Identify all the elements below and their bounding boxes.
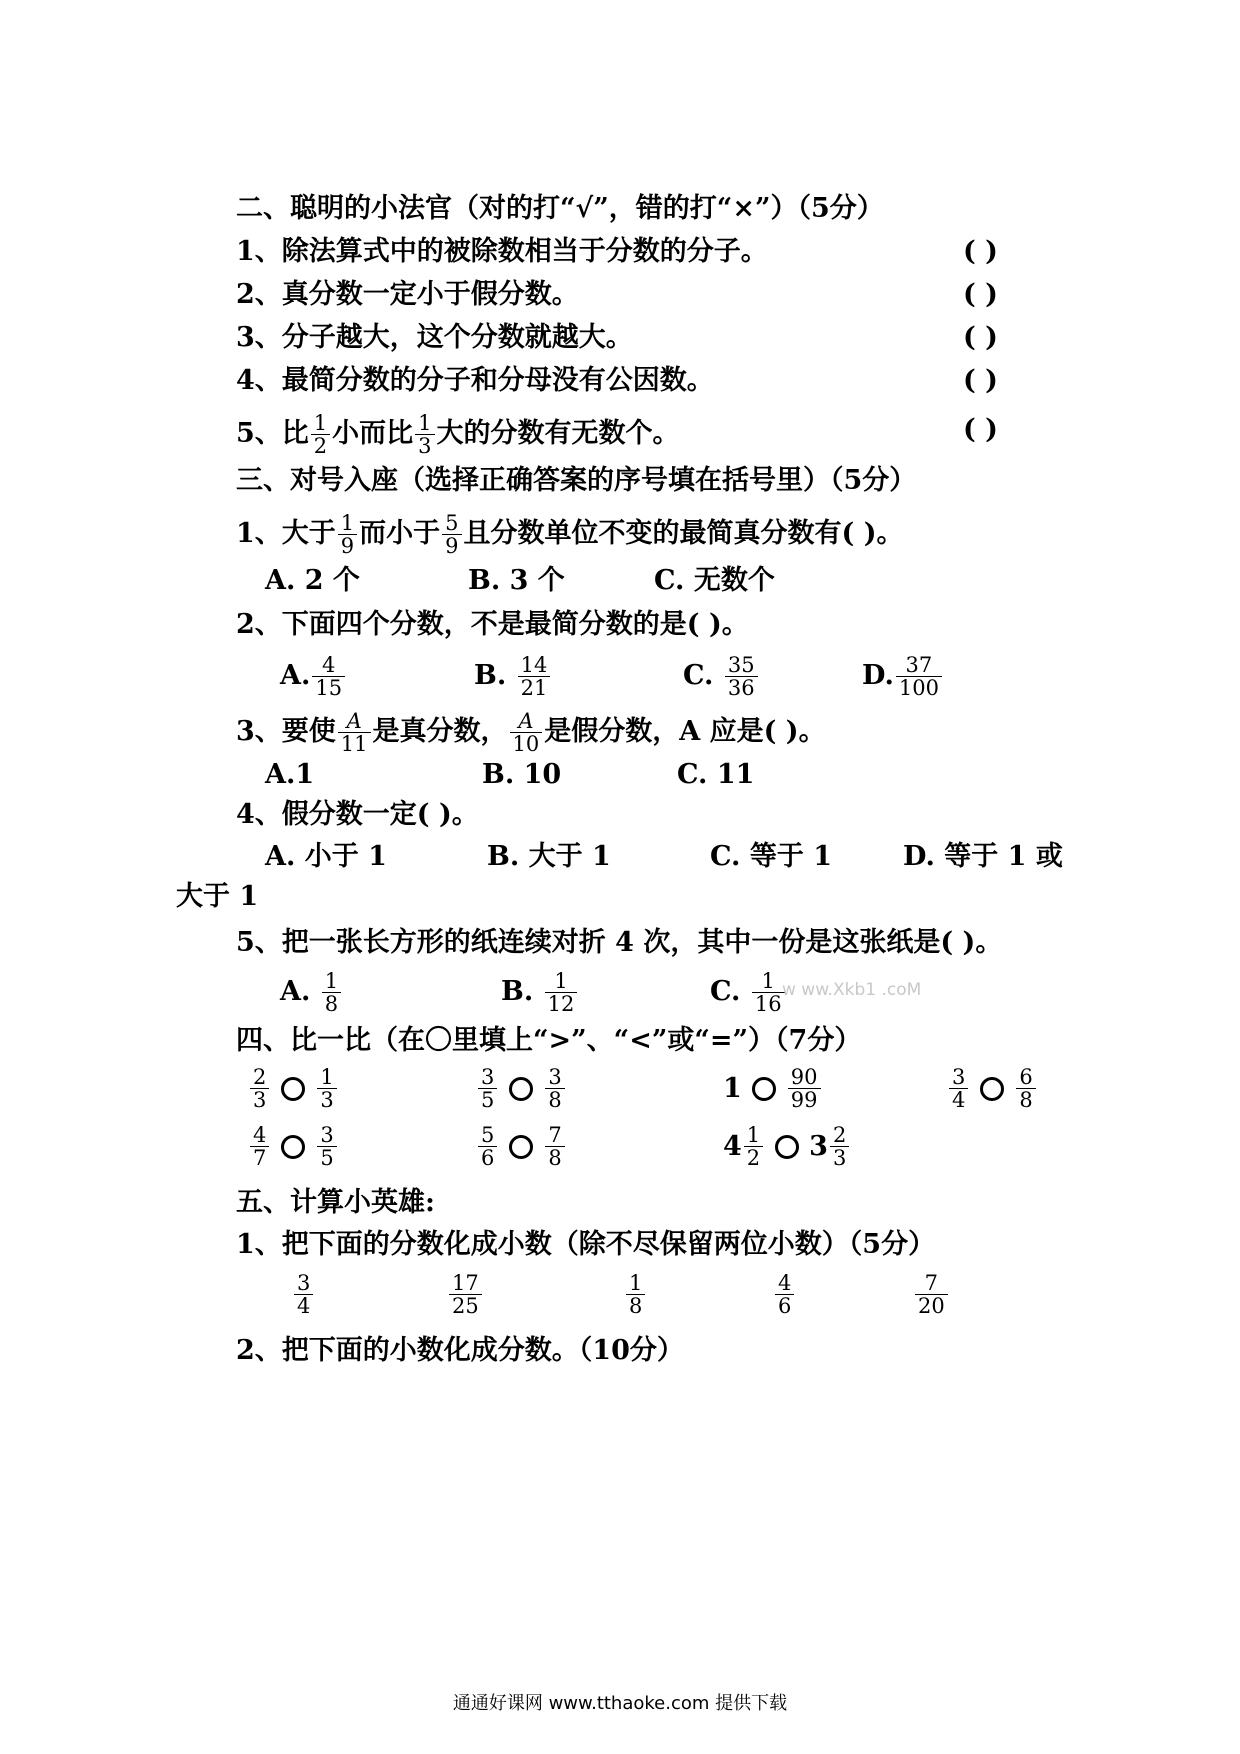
section3-title: 三、对号入座（选择正确答案的序号填在括号里）（5分） [236,465,917,496]
denominator: 15 [312,676,345,699]
denominator: 8 [626,1294,645,1317]
fraction [338,512,357,557]
denominator: 8 [545,1146,564,1169]
denominator: 8 [322,992,341,1015]
compare-circle[interactable] [509,1077,533,1101]
fraction [442,512,461,557]
s3-q1 [236,512,904,557]
numerator: 1 [746,1123,761,1147]
fraction [510,710,543,755]
denominator: 3 [415,434,434,457]
fraction [322,970,341,1015]
denominator: 4 [949,1088,968,1111]
numerator: 37 [905,653,933,677]
denominator: 36 [725,676,758,699]
numerator: 14 [520,653,548,677]
fraction [294,1272,313,1317]
fraction [915,1272,948,1317]
denominator: 16 [752,992,785,1015]
fraction [626,1272,645,1317]
numerator: 4 [778,1271,792,1295]
denominator: 99 [788,1088,821,1111]
denominator: 6 [478,1146,497,1169]
q3-option-c[interactable]: C. 11 [677,759,755,790]
section2-title: 二、聪明的小法官（对的打“√”，错的打“×”）（5分） [236,193,884,224]
s5-q2: 2、把下面的小数化成分数。（10分） [236,1335,684,1366]
compare-circle[interactable] [281,1135,305,1159]
denominator: 9 [442,534,461,557]
fraction [317,1066,336,1111]
s3-q4: 4、假分数一定( )。 [236,799,479,830]
numerator: 1 [418,411,432,435]
numerator: 3 [297,1271,311,1295]
fraction [415,412,434,457]
numerator: 1 [340,511,355,535]
fraction [338,710,371,755]
denominator: 3 [250,1088,269,1111]
denominator: 100 [896,676,942,699]
mixed-number [809,1124,851,1169]
q2-option-c[interactable] [683,654,760,699]
fraction [744,1124,763,1169]
numerator: 4 [253,1123,267,1147]
numerator: 6 [1019,1065,1033,1089]
fraction [1016,1066,1035,1111]
denominator: 9 [338,534,357,557]
fraction [478,1124,497,1169]
section5-title: 五、计算小英雄: [236,1187,435,1218]
numerator: 3 [952,1065,966,1089]
compare-item [248,1124,339,1169]
whole-number: 4 [723,1131,742,1162]
q4-option-a[interactable]: A. 小于 1 [265,841,387,872]
answer-paren-4[interactable]: ( ) [963,365,998,396]
q2-option-d[interactable] [862,654,944,699]
option-letter: A. [280,976,311,1007]
numerator: 1 [761,969,775,993]
answer-paren-2[interactable]: ( ) [963,279,998,310]
option-letter: B. [501,976,534,1007]
q3-mid: 是真分数， [372,716,508,747]
denominator: 12 [545,992,578,1015]
compare-item [248,1066,339,1111]
numerator: 7 [924,1271,939,1295]
fraction [250,1066,269,1111]
fraction [545,1124,564,1169]
denominator: 11 [338,732,371,755]
q4-option-b[interactable]: B. 大于 1 [487,841,611,872]
fraction [725,654,758,699]
numerator: 3 [481,1065,495,1089]
s2-item-3: 3、分子越大，这个分数就越大。 [236,322,633,353]
q5-option-b[interactable] [501,970,579,1015]
q1-post: 且分数单位不变的最简真分数有( )。 [463,518,904,549]
mixed-number [723,1124,765,1169]
numerator: 2 [832,1123,847,1147]
denominator: 8 [1016,1088,1035,1111]
compare-circle[interactable] [980,1077,1004,1101]
fraction [788,1066,821,1111]
option-letter: C. [710,976,741,1007]
denominator: 20 [915,1294,948,1317]
s2-item-2: 2、真分数一定小于假分数。 [236,279,579,310]
q2-option-b[interactable] [474,654,552,699]
denominator: 2 [311,434,330,457]
q1-pre: 1、大于 [236,518,336,549]
numerator: 1 [629,1271,643,1295]
fraction [317,1124,336,1169]
s3-q5: 5、把一张长方形的纸连续对折 4 次，其中一份是这张纸是( )。 [236,927,1003,958]
s2-item5-pre: 5、比 [236,418,309,449]
compare-circle[interactable] [752,1077,776,1101]
denominator: 21 [518,676,551,699]
q4-option-d-wrap: 大于 1 [176,881,259,912]
fraction [830,1124,849,1169]
numerator: 1 [320,1065,334,1089]
s2-item-5 [236,412,680,457]
q5-option-c[interactable] [710,970,787,1015]
option-letter: A. [280,660,311,691]
s3-q2: 2、下面四个分数，不是最简分数的是( )。 [236,609,749,640]
numerator: 90 [790,1065,818,1089]
fraction-to-convert [292,1272,315,1317]
s2-item-1: 1、除法算式中的被除数相当于分数的分子。 [236,236,768,267]
watermark: w ww.Xkb1 .coM [782,980,922,1000]
whole-number: 1 [723,1073,742,1104]
q3-pre: 3、要使 [236,716,336,747]
denominator: 6 [775,1294,794,1317]
footer: 通通好课网 www.tthaoke.com 提供下载 [452,1693,788,1714]
s5-q1: 1、把下面的分数化成小数（除不尽保留两位小数）（5分） [236,1229,936,1260]
s2-item5-post: 大的分数有无数个。 [436,418,680,449]
q1-option-a[interactable]: A. 2 个 [265,565,360,596]
numerator: 1 [313,411,328,435]
answer-paren-3[interactable]: ( ) [963,322,998,353]
q3-post: 是假分数，A 应是( )。 [544,716,826,747]
numerator: 3 [320,1123,334,1147]
section4-title: 四、比一比（在〇里填上“>”、“<”或“=”）（7分） [236,1025,862,1056]
numerator: 17 [452,1271,479,1295]
q1-mid: 而小于 [359,518,441,549]
fraction [949,1066,968,1111]
compare-circle[interactable] [509,1135,533,1159]
q4-option-c[interactable]: C. 等于 1 [710,841,833,872]
denominator: 5 [478,1088,497,1111]
denominator: 2 [744,1146,763,1169]
s3-q3 [236,710,826,755]
s2-item-4: 4、最简分数的分子和分母没有公因数。 [236,365,714,396]
denominator: 10 [510,732,543,755]
fraction [311,412,330,457]
numerator: 3 [548,1065,562,1089]
numerator: 1 [554,969,568,993]
numerator: 5 [445,511,459,535]
numerator: 4 [322,653,336,677]
fraction [775,1272,794,1317]
numerator: 1 [324,969,339,993]
fraction-to-convert [913,1272,950,1317]
fraction [896,654,942,699]
compare-item [476,1066,567,1111]
compare-item [947,1066,1038,1111]
q4-option-d[interactable]: D. 等于 1 或 [903,841,1063,872]
answer-paren-1[interactable]: ( ) [963,236,998,267]
compare-circle[interactable] [281,1077,305,1101]
fraction [312,654,345,699]
s2-item5-mid: 小而比 [332,418,414,449]
denominator: 5 [317,1146,336,1169]
compare-item [476,1124,567,1169]
numerator: 5 [481,1123,495,1147]
q3-option-b[interactable]: B. 10 [482,759,562,790]
fraction [449,1272,482,1317]
numerator: 2 [253,1065,267,1089]
compare-item [723,1066,823,1111]
q1-option-c[interactable]: C. 无数个 [654,565,775,596]
option-letter: B. [474,660,507,691]
option-letter: D. [862,660,894,691]
denominator: 4 [294,1294,313,1317]
q1-option-b[interactable]: B. 3 个 [468,565,565,596]
q3-option-a[interactable]: A.1 [265,759,315,790]
q2-option-a[interactable] [280,654,347,699]
numerator: 35 [727,653,755,677]
denominator: 25 [449,1294,482,1317]
fraction [250,1124,269,1169]
q5-option-a[interactable] [280,970,343,1015]
denominator: 7 [250,1146,269,1169]
fraction-to-convert [773,1272,796,1317]
fraction [545,970,578,1015]
fraction [752,970,785,1015]
fraction-to-convert [447,1272,484,1317]
denominator: 3 [830,1146,849,1169]
denominator: 3 [317,1088,336,1111]
fraction [545,1066,564,1111]
numerator: A [346,709,362,733]
fraction [478,1066,497,1111]
denominator: 8 [545,1088,564,1111]
fraction [518,654,551,699]
numerator: A [518,709,534,733]
fraction-to-convert [624,1272,647,1317]
whole-number: 3 [809,1131,828,1162]
numerator: 7 [548,1123,562,1147]
compare-circle[interactable] [775,1135,799,1159]
answer-paren-5[interactable]: ( ) [963,414,998,445]
compare-item [723,1124,851,1169]
option-letter: C. [683,660,714,691]
